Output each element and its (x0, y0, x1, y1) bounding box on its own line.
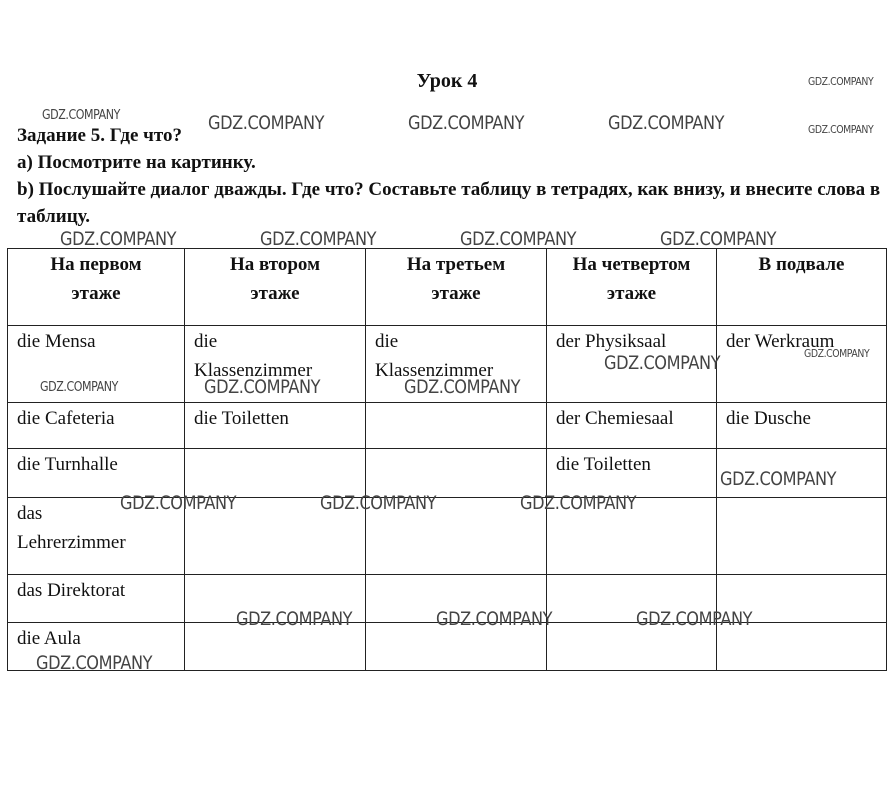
table-cell: die Mensa (8, 326, 185, 403)
watermark: GDZ.COMPANY (604, 352, 721, 374)
table-cell: der Werkraum (717, 326, 887, 403)
task-heading: Задание 5. Где что? (17, 125, 182, 146)
table-cell (366, 449, 547, 498)
table-cell (717, 449, 887, 498)
table-cell (185, 449, 366, 498)
header-first-floor: На первом этаже (8, 249, 185, 326)
table-row (8, 623, 887, 671)
table-row (8, 498, 887, 575)
table-cell: der Chemiesaal (547, 403, 717, 449)
table-cell: die Toiletten (185, 403, 366, 449)
table-row (8, 326, 887, 403)
table-cell (366, 575, 547, 623)
watermark: GDZ.COMPANY (404, 376, 521, 398)
table-row (8, 449, 887, 498)
table-cell: die Aula (8, 623, 185, 671)
header-second-floor: На втором этаже (185, 249, 366, 326)
table-cell (717, 575, 887, 623)
table-cell (366, 498, 547, 575)
floor-table (7, 248, 887, 671)
table-cell (185, 623, 366, 671)
table-cell: die Turnhalle (8, 449, 185, 498)
watermark: GDZ.COMPANY (636, 608, 753, 630)
task-line-a: a) Посмотрите на картинку. (17, 152, 256, 173)
header-basement: В подвале (717, 249, 887, 326)
table-cell (547, 498, 717, 575)
table-cell (185, 575, 366, 623)
table-cell: die Dusche (717, 403, 887, 449)
watermark: GDZ.COMPANY (460, 228, 577, 250)
watermark: GDZ.COMPANY (236, 608, 353, 630)
watermark: GDZ.COMPANY (42, 108, 120, 123)
task-block (17, 122, 882, 230)
watermark: GDZ.COMPANY (204, 376, 321, 398)
table-cell (717, 623, 887, 671)
watermark: GDZ.COMPANY (260, 228, 377, 250)
table-row (8, 403, 887, 449)
watermark: GDZ.COMPANY (40, 380, 118, 395)
watermark: GDZ.COMPANY (36, 652, 153, 674)
table-cell: der Physiksaal (547, 326, 717, 403)
header-fourth-floor: На четвертом этаже (547, 249, 717, 326)
table-cell (547, 623, 717, 671)
table-cell: die Klassenzimmer (366, 326, 547, 403)
watermark: GDZ.COMPANY (408, 112, 525, 134)
watermark: GDZ.COMPANY (660, 228, 777, 250)
watermark: GDZ.COMPANY (808, 75, 874, 88)
table-cell (717, 498, 887, 575)
table-cell (366, 403, 547, 449)
watermark: GDZ.COMPANY (808, 123, 874, 136)
watermark: GDZ.COMPANY (320, 492, 437, 514)
table-cell: das Lehrerzimmer (8, 498, 185, 575)
header-third-floor: На третьем этаже (366, 249, 547, 326)
table-row (8, 575, 887, 623)
watermark: GDZ.COMPANY (60, 228, 177, 250)
table-cell (547, 575, 717, 623)
table-cell (185, 498, 366, 575)
watermark: GDZ.COMPANY (520, 492, 637, 514)
watermark: GDZ.COMPANY (720, 468, 837, 490)
task-line-b: b) Послушайте диалог дважды. Где что? Составьте таблицу в тетрадях, как внизу, и внесите слова в таблицу. (17, 179, 881, 227)
watermark: GDZ.COMPANY (436, 608, 553, 630)
watermark: GDZ.COMPANY (608, 112, 725, 134)
table-cell: die Klassenzimmer (185, 326, 366, 403)
table-cell: die Cafeteria (8, 403, 185, 449)
watermark: GDZ.COMPANY (120, 492, 237, 514)
table-cell: die Toiletten (547, 449, 717, 498)
table-cell (366, 623, 547, 671)
table-header-row (8, 249, 887, 326)
watermark: GDZ.COMPANY (208, 112, 325, 134)
watermark: GDZ.COMPANY (804, 347, 870, 360)
table-cell: das Direktorat (8, 575, 185, 623)
lesson-title: Урок 4 (416, 70, 478, 92)
